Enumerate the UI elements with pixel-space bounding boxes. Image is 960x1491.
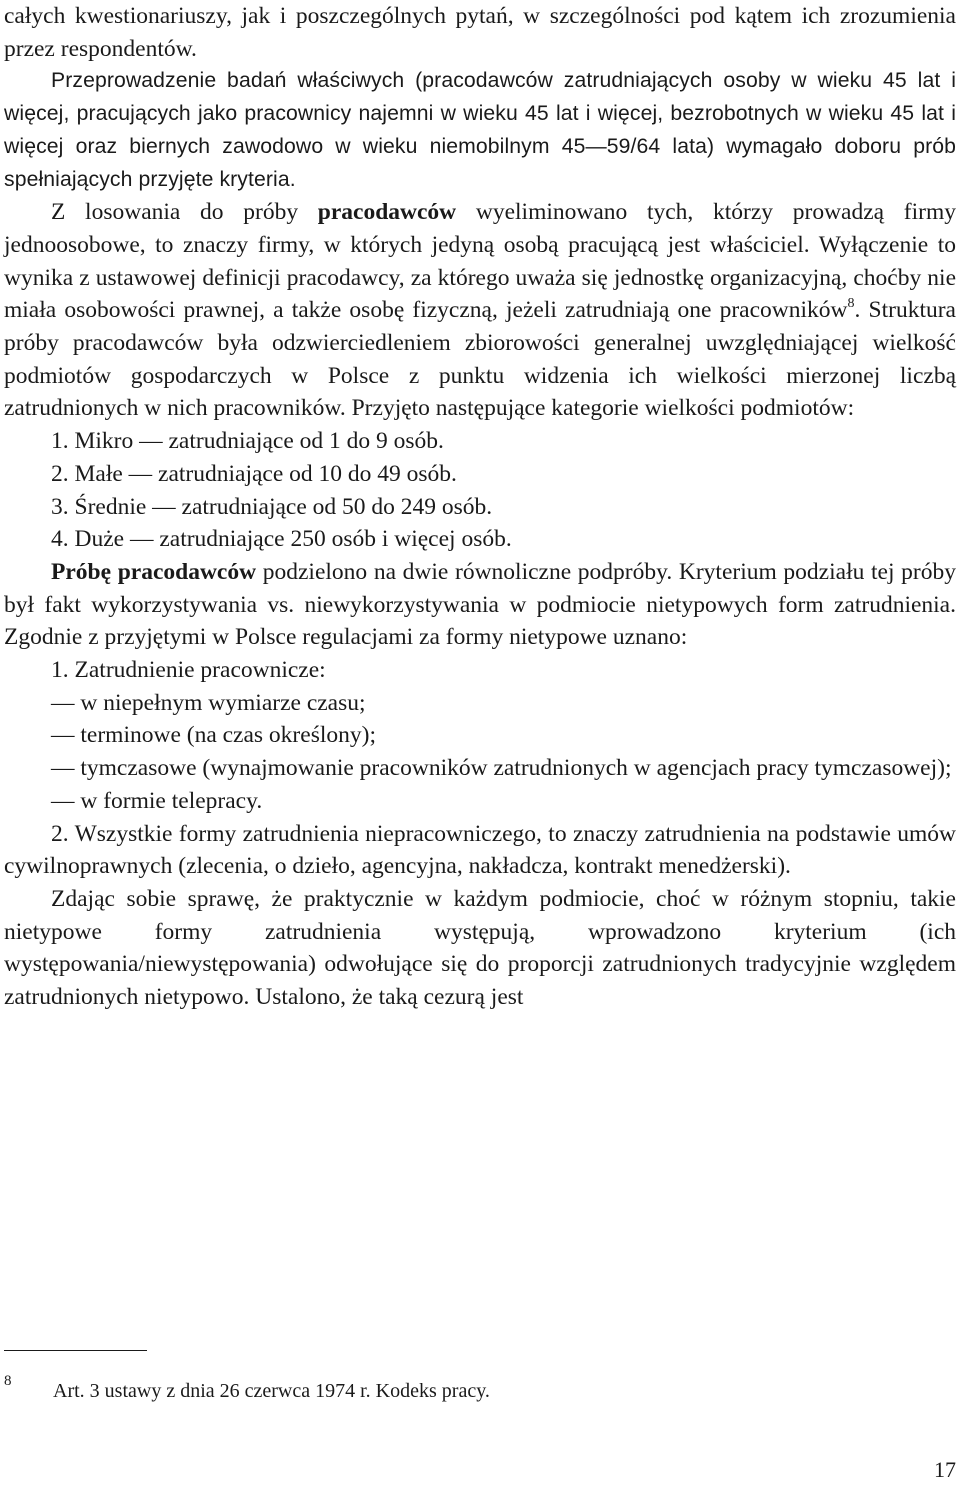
paragraph-research-samples: Przeprowadzenie badań właściwych (pracodawców zatrudniających osoby w wieku 45 lat i więcej, pracujących jako pracownicy najemni w wieku 45 lat i więcej, bezrobotnych w wieku 45 lat i więcej oraz biernych zawodowo w wieku niemobilnym 45—59/64 lata) wymagało doboru prób spełniających przyjęte kryteria. xyxy=(4,69,956,191)
paragraph-criterion: Zdając sobie sprawę, że praktycznie w każdym podmiocie, choć w różnym stopniu, takie nietypowe formy zatrudnienia występują, wprowadzono kryterium (ich występowania/niewystępowania) odwołujące się do proporcji zatrudnionych tradycyjnie względem zatrudnionych nietypowo. Ustalono, że taką cezurą jest xyxy=(4,885,956,1011)
employment-form-dash-item: — tymczasowe (wynajmowanie pracowników zatrudnionych w agencjach pracy tymczasowej); xyxy=(51,755,952,782)
employment-form-dash-item: — w niepełnym wymiarze czasu; xyxy=(51,689,366,716)
size-category-item: 2. Małe — zatrudniające od 10 do 49 osób. xyxy=(51,460,457,487)
emphasis-employer-sample: Próbę pracodawców xyxy=(51,558,257,585)
size-category-item: 4. Duże — zatrudniające 250 osób i więcej osób. xyxy=(51,526,512,553)
footnote-reference[interactable]: 8 xyxy=(847,295,855,311)
employment-form-dash-item: — w formie telepracy. xyxy=(51,787,263,814)
emphasis-employers: pracodawców xyxy=(317,199,457,226)
size-category-item: 3. Średnie — zatrudniające od 50 do 249 osób. xyxy=(51,493,493,520)
footnote-number: 8 xyxy=(4,1373,12,1389)
size-category-item: 1. Mikro — zatrudniające od 1 do 9 osób. xyxy=(51,428,444,455)
employment-form-heading: 1. Zatrudnienie pracownicze: xyxy=(51,657,326,684)
paragraph-intro-continued: całych kwestionariuszy, jak i poszczególnych pytań, w szczególności pod kątem ich zrozumienia przez respondentów. xyxy=(4,3,956,62)
page-number: 17 xyxy=(934,1457,956,1482)
page-body xyxy=(4,0,956,1014)
paragraph-employer-sample-start: Z losowania do próby xyxy=(51,199,318,226)
footnote-text: Art. 3 ustawy z dnia 26 czerwca 1974 r. Kodeks pracy. xyxy=(53,1380,490,1402)
employment-form-dash-item: — terminowe (na czas określony); xyxy=(51,722,376,749)
paragraph-employer-sample-end: . Struktura próby pracodawców była odzwierciedleniem zbiorowości generalnej uwzględniającej wielkość podmiotów gospodarczych w Polsce z punktu widzenia ich wielkości mierzonej liczbą zatrudnionych w nich pracowników. Przyjęto następujące kategorie wielkości podmiotów: xyxy=(4,297,956,422)
employment-form-non-employee: 2. Wszystkie formy zatrudnienia niepracowniczego, to znaczy zatrudnienia na podstawie umów cywilnoprawnych (zlecenia, o dzieło, agencyjna, nakładcza, kontrakt menedżerski). xyxy=(4,820,956,880)
paragraph-subsamples-text: podzielono na dwie równoliczne podpróby. Kryterium podziału tej próby był fakt wykorzystywania vs. niewykorzystywania w podmiocie nietypowych form zatrudnienia. Zgodnie z przyjętymi w Polsce regulacjami za formy nietypowe uznano: xyxy=(4,558,956,651)
paragraph-employer-sample xyxy=(4,196,956,425)
footnote-separator xyxy=(4,1350,147,1351)
paragraph-employer-sample-middle: wyeliminowano tych, którzy prowadzą firmy jednoosobowe, to znaczy firmy, w których jedyną osobą pracującą jest właściciel. Wyłączenie to wynika z ustawowej definicji pracodawcy, za którego uważa się jednostkę organizacyjną, choćby nie miała osobowości prawnej, a także osobę fizyczną, jeżeli zatrudniają one pracowników xyxy=(4,199,956,324)
paragraph-subsamples xyxy=(4,556,956,654)
